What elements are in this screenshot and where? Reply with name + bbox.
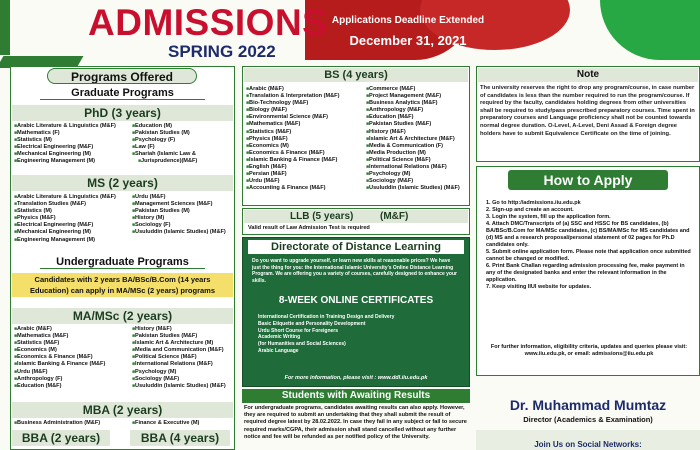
apply-step: 1. Go to http://admissions.iiu.edu.pk (486, 200, 581, 206)
list-item: ■ Sociology (M&F) (132, 376, 235, 383)
page-subtitle: SPRING 2022 (168, 42, 276, 61)
course-item: Academic Writing (258, 334, 301, 341)
apply-info: For further information, eligibility criteria, updates and queries please visit: www.iiu.edu.pk, or email: admissions@iiu.edu.pk (490, 344, 688, 357)
bba2-heading: BBA (2 years) (12, 430, 110, 446)
list-item: ■ Finance & Executive (M) (132, 420, 235, 427)
list-item: ■ Statistics (M) (14, 137, 132, 144)
mba-heading: MBA (2 years) (12, 402, 233, 418)
note-heading: Note (478, 68, 698, 82)
list-item: ■ Sociology (F) (132, 222, 235, 229)
courses-list (258, 314, 466, 358)
list-item: ■ Education (M&F) (14, 383, 132, 390)
list-item: ■ Arabic (M&F) (14, 326, 132, 333)
awaiting-heading: Students with Awaiting Results (242, 389, 470, 403)
list-item: ■ Economics (M) (246, 143, 368, 150)
signatory-title: Director (Academics & Examination) (523, 415, 653, 424)
bba4-heading: BBA (4 years) (130, 430, 230, 446)
list-item: ■ Pakistan Studies (M) (132, 208, 235, 215)
list-item: ■ Media Production (M) (366, 150, 470, 157)
llb-heading: LLB (5 years) (290, 211, 354, 222)
list-item: ■ Mathematics (F) (14, 130, 132, 137)
certificates-heading: 8-WEEK ONLINE CERTIFICATES (278, 295, 434, 306)
list-item: ■ Political Science (M&F) (366, 157, 470, 164)
list-item: ■ Physics (M&F) (14, 215, 132, 222)
list-item: ■ Urdu (M&F) (246, 178, 368, 185)
apply-step: 5. Submit online application form. Please note that application once submitted cannot be changed or modified. (486, 249, 691, 262)
list-item: ■ Psychology (M) (132, 369, 235, 376)
phd-heading: PhD (3 years) (12, 105, 233, 121)
list-item: ■ Islamic Banking & Finance (M&F) (14, 361, 132, 368)
ms-list-left (14, 194, 132, 248)
bs-list-left (246, 86, 368, 204)
how-to-apply-heading: How to Apply (508, 170, 668, 190)
list-item: ■ Education (M&F) (366, 114, 470, 121)
list-item: ■ Economics & Finance (M&F) (246, 150, 368, 157)
social-heading: Join Us on Social Networks: (534, 440, 642, 449)
bs-heading: BS (4 years) (244, 68, 468, 82)
apply-step: 6. Print Bank Challan regarding admission processing fee, make payment in any of the designated banks and enter the relevant information in the application. (486, 263, 685, 283)
course-item: International Certification in Training Design and Delivery (258, 314, 395, 320)
undergrad-heading: Undergraduate Programs (40, 255, 205, 269)
mba-list-right (132, 420, 235, 428)
list-item: ■ Business Analytics (M&F) (366, 100, 470, 107)
header-green-corner (600, 0, 700, 60)
list-item: ■ Shariah (Islamic Law & (132, 151, 235, 158)
programs-offered-heading: Programs Offered (47, 68, 197, 84)
ms-heading: MS (2 years) (12, 175, 233, 191)
list-item: ■ Electrical Engineering (M&F) (14, 222, 132, 229)
list-item: ■ Arabic (M&F) (246, 86, 368, 93)
signatory-name: Dr. Muhammad Mumtaz (509, 397, 667, 413)
candidates-note: Candidates with 2 years BA/BSc/B.Com (14 years Education) can apply in MA/MSc (2 years) programs (12, 273, 233, 297)
list-item: ■ Usuluddin (Islamic Studies) (M&F) (132, 229, 235, 236)
list-item: ■ Translation & Interpretation (M&F) (246, 93, 368, 100)
list-item: ■ International Relations (M&F) (132, 361, 235, 368)
list-item: ■ Pakistan Studies (M&F) (366, 121, 470, 128)
list-item: ■ Psychology (M) (366, 171, 470, 178)
apply-steps (486, 200, 694, 318)
list-item: ■ Mathematics (M&F) (246, 121, 368, 128)
list-item: ■ Business Administration (M&F) (14, 420, 132, 427)
ma-msc-heading: MA/MSc (2 years) (12, 308, 233, 324)
list-item: ■ Media & Communication (F) (366, 143, 470, 150)
list-item: ■ Statistics (M) (14, 208, 132, 215)
list-item: ■ Usuluddin (Islamic Studies) (M&F) (132, 383, 235, 390)
list-item: ■ International Relations (M&F) (366, 164, 470, 171)
list-item: ■ Economics (M) (14, 347, 132, 354)
list-item: ■ Urdu (M&F) (14, 369, 132, 376)
list-item: ■ English (M&F) (246, 164, 368, 171)
list-item: ■ Translation Studies (M&F) (14, 201, 132, 208)
course-item: (for Humanities and Social Sciences) (258, 341, 346, 348)
deadline-title: Applications Deadline Extended (331, 15, 485, 26)
list-item: ■ Pakistan Studies (M) (132, 130, 235, 137)
course-item: Urdu Short Course for Foreigners (258, 327, 339, 334)
list-item: ■ Law (F) (132, 144, 235, 151)
list-item: ■ Media and Communication (M&F) (132, 347, 235, 354)
course-item: Arabic Language (258, 347, 299, 354)
bs-list-right (366, 86, 470, 204)
ma-msc-list-right (132, 326, 235, 394)
list-item: ■ Mechanical Engineering (M) (14, 151, 132, 158)
list-item: ■ Electrical Engineering (M&F) (14, 144, 132, 151)
list-item: ■ Mechanical Engineering (M) (14, 229, 132, 236)
list-item: ■ Psychology (F) (132, 137, 235, 144)
list-item: ■ Islamic Art & Architecture (M&F) (366, 136, 470, 143)
llb-heading-row (244, 210, 468, 223)
list-item: ■ Islamic Art & Architecture (M) (132, 340, 235, 347)
ma-msc-list-left (14, 326, 132, 394)
list-item: ■ History (M&F) (132, 326, 235, 333)
list-item: ■ Physics (M&F) (246, 136, 368, 143)
apply-step: 2. Sign-up and create an account. (486, 207, 574, 213)
list-item: ■ Education (M) (132, 123, 235, 130)
left-accent (0, 0, 10, 55)
list-item: ■ Biology (M&F) (246, 107, 368, 114)
list-item: ■ Bio-Technology (M&F) (246, 100, 368, 107)
list-item: ■ Project Management (M&F) (366, 93, 470, 100)
graduate-heading: Graduate Programs (40, 86, 205, 100)
list-item: ■ Anthropology (M&F) (366, 107, 470, 114)
llb-gender: (M&F) (380, 211, 409, 222)
list-item: ■ Management Sciences (M&F) (132, 201, 235, 208)
distance-intro: Do you want to upgrade yourself, or learn new skills at reasonable prices? We have just the thing for you: the International Islamic University's Online Distance Learning Program. We are offering you a variety of courses, carefully designed to enhance your skills. (252, 258, 457, 284)
phd-list-right (132, 123, 235, 171)
list-item: ■ Accounting & Finance (M&F) (246, 185, 368, 192)
llb-note: Valid result of Law Admission Test is required (248, 225, 370, 231)
list-item: ■ Environmental Science (M&F) (246, 114, 368, 121)
list-item: ■ Economics & Finance (M&F) (14, 354, 132, 361)
list-item: ■ Jurisprudence)(M&F) (132, 158, 235, 165)
ms-list-right (132, 194, 235, 248)
list-item: ■ History (M&F) (366, 129, 470, 136)
mba-list-left (14, 420, 132, 428)
apply-step: 7. Keep visiting IIUI website for updates. (486, 284, 592, 290)
list-item: ■ Arabic Literature & Linguistics (M&F) (14, 194, 132, 201)
note-text: The university reserves the right to drop any program/course, in case number of candidates is less than the number required to run the program/course. If required by the faculty, candidates holding degrees from other universities shall be required to study/pass prescribed preparatory courses. Time spent in preparatory courses and Language proficiency shall not be counted towards normal degree duration. O-Level, A-Level, Deni Assad & Foreign degree holders have to submit Equivalence Certificate on the time of joining. (480, 85, 695, 137)
list-item: ■ Commerce (M&F) (366, 86, 470, 93)
list-item: ■ Persian (M&F) (246, 171, 368, 178)
list-item: ■ Usuluddin (Islamic Studies) (M&F) (366, 185, 470, 192)
list-item: ■ Engineering Management (M) (14, 237, 132, 244)
awaiting-text: For undergraduate programs, candidates awaiting results can also apply. However, they are required to submit an undertaking that they shall submit the result of required degree latest by 28.02.2022. In case they fail in any subject or fail to secure required marks/CGPA, their admission shall stand cancelled without any further notice and fee will be refunded as per notified policy of the University. (244, 405, 467, 440)
list-item: ■ Political Science (M&F) (132, 354, 235, 361)
list-item: ■ Mathematics (M&F) (14, 333, 132, 340)
apply-step: 3. Login the system, fill up the application form. (486, 214, 611, 220)
apply-step: 4. Attach DMC/Transcripts of (a) SSC and HSSC for BS candidates, (b) BA/BSc/B.Com for MA/MSc candidates, (c) BS/MA/MSc for MS candidates and (d) MS and a research proposal/personal statement of 02 pages for Ph.D candidates only. (486, 221, 690, 248)
list-item: ■ Urdu (M&F) (132, 194, 235, 201)
list-item: ■ Statistics (M&F) (246, 129, 368, 136)
distance-more-link[interactable]: For more information, please visit : www.ddl.iiu.edu.pk (284, 375, 428, 381)
list-item: ■ Engineering Management (M) (14, 158, 132, 165)
list-item: ■ Arabic Literature & Linguistics (M&F) (14, 123, 132, 130)
list-item: ■ Statistics (M&F) (14, 340, 132, 347)
list-item: ■ Pakistan Studies (M&F) (132, 333, 235, 340)
list-item: ■ Anthropology (F) (14, 376, 132, 383)
deadline-date: December 31, 2021 (349, 33, 467, 48)
course-item: Basic Etiquette and Personality Development (258, 320, 366, 327)
list-item: ■ Islamic Banking & Finance (M&F) (246, 157, 368, 164)
list-item: ■ History (M) (132, 215, 235, 222)
distance-heading: Directorate of Distance Learning (248, 240, 464, 254)
page-title: ADMISSIONS (88, 2, 328, 43)
list-item: ■ Sociology (M&F) (366, 178, 470, 185)
phd-list-left (14, 123, 132, 171)
